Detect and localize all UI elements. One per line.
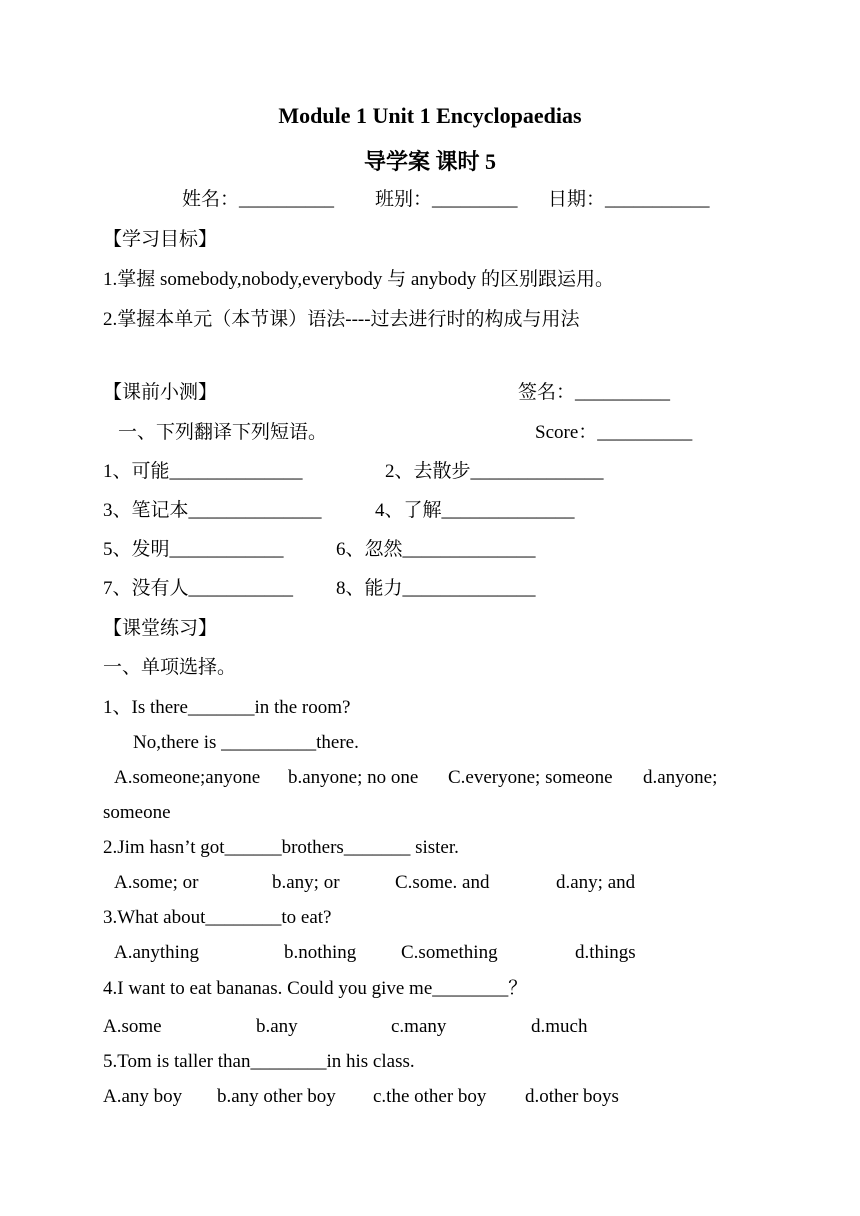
page-title: Module 1 Unit 1 Encyclopaedias	[278, 103, 582, 128]
question-stem: 2.Jim hasn’t got______brothers_______ sister.	[103, 837, 459, 858]
question-option: A.anything	[114, 942, 199, 963]
question-option: b.any; or	[272, 872, 340, 893]
pretest-instruction: 一、下列翻译下列短语。	[118, 422, 328, 443]
date-field: 日期：___________	[548, 189, 710, 210]
pretest-heading: 【课前小测】	[103, 382, 218, 403]
question-option: b.anyone; no one	[288, 767, 419, 788]
question-option: d.anyone;	[643, 767, 718, 788]
question-stem: No,there is __________there.	[133, 732, 359, 753]
question-stem: 1、Is there_______in the room?	[103, 697, 351, 718]
question-option: d.things	[575, 942, 636, 963]
question-stem: 3.What about________to eat?	[103, 907, 332, 928]
question-option-wrap: someone	[103, 802, 171, 823]
question-option: A.some; or	[114, 872, 199, 893]
question-option: d.any; and	[556, 872, 636, 893]
objectives-heading: 【学习目标】	[103, 229, 218, 250]
pretest-item: 3、笔记本______________	[103, 500, 322, 521]
question-option: b.nothing	[284, 942, 357, 963]
practice-instruction: 一、单项选择。	[103, 657, 237, 678]
score-field: Score：__________	[535, 422, 693, 443]
pretest-item: 7、没有人___________	[103, 578, 294, 599]
class-field: 班别：_________	[375, 189, 518, 210]
name-field: 姓名：__________	[182, 189, 335, 210]
question-option: c.many	[391, 1016, 447, 1037]
question-option: b.any	[256, 1016, 298, 1037]
question-option: c.the other boy	[373, 1086, 487, 1107]
pretest-item: 1、可能______________	[103, 461, 303, 482]
practice-heading: 【课堂练习】	[103, 618, 218, 639]
question-option: C.everyone; someone	[448, 767, 613, 788]
question-option: A.some	[103, 1016, 162, 1037]
question-option: b.any other boy	[217, 1086, 336, 1107]
objective-item: 2.掌握本单元（本节课）语法----过去进行时的构成与用法	[103, 309, 580, 330]
question-option: C.some. and	[395, 872, 490, 893]
signature-field: 签名：__________	[518, 382, 671, 403]
pretest-item: 8、能力______________	[336, 578, 536, 599]
question-option: C.something	[401, 942, 498, 963]
pretest-item: 2、去散步______________	[385, 461, 604, 482]
question-option: A.someone;anyone	[114, 767, 261, 788]
pretest-item: 6、忽然______________	[336, 539, 536, 560]
question-stem: 4.I want to eat bananas. Could you give me________？	[103, 978, 528, 999]
question-stem: 5.Tom is taller than________in his class.	[103, 1051, 415, 1072]
objective-item: 1.掌握 somebody,nobody,everybody 与 anybody 的区别跟运用。	[103, 269, 615, 290]
question-option: d.other boys	[525, 1086, 619, 1107]
page-subtitle: 导学案 课时 5	[363, 149, 496, 174]
question-option: d.much	[531, 1016, 588, 1037]
pretest-item: 4、了解______________	[375, 500, 575, 521]
pretest-item: 5、发明____________	[103, 539, 284, 560]
question-option: A.any boy	[103, 1086, 183, 1107]
